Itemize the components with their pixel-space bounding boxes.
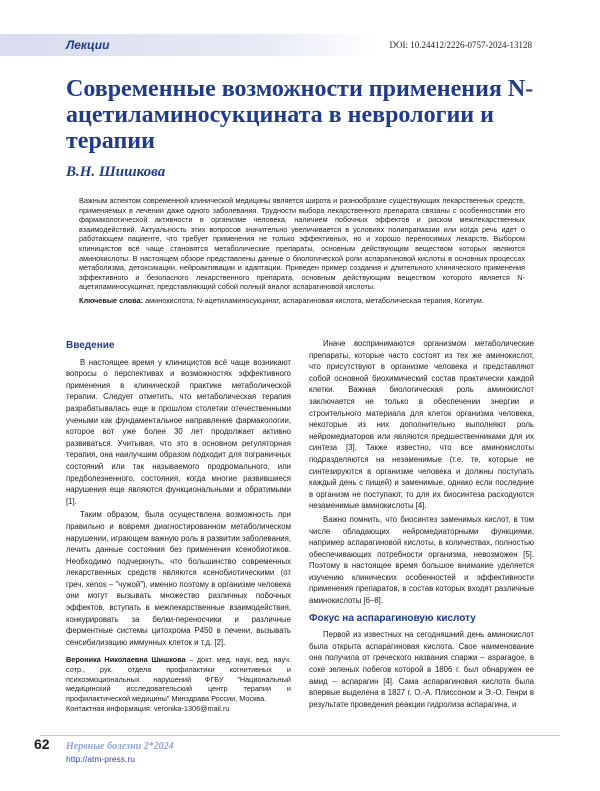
footer-divider [40, 735, 560, 736]
keywords-label: Ключевые слова: [79, 295, 144, 305]
section-heading-aspartic-acid: Фокус на аспарагиновую кислоту [309, 612, 476, 624]
paragraph: В настоящее время у клиницистов всё чаще возникают вопросы о перспективах и возможностях эффективного применения в клинической практике метаболической терапии. Следует отметить, что метаболическая терапия разрабатывалась еще в прошлом столетии отечественными учеными как фундаментальное направление фармакологии, которое вот уже более 30 лет продолжает активно развиваться. Учитывая, что это в основном регуляторная терапия, она наилучшим образом подходит для пограничных состояний или так называемого продромального, или предболезненного, состояния, когда многие развившиеся нарушения еще являются функциональными и обратимыми [1]. [66, 357, 291, 506]
paragraph: Иначе воспринимаются организмом метаболические препараты, которые часто состоят из тех же аминокислот, что присутствуют в организме человека и представляют собой основной биохимический состав практически каждой клетки. Важная биологическая роль аминокислот заключается не только в обеспечении энергии и строительного материала для клеток организма человека, некоторые из них дополнительно выполняют роль нейромедиаторов или являются предшественниками для их синтеза [3]. Также известно, что все аминокислоты подразделяются на незаменимые (т.е. те, которые не синтезируются в организме человека и должны поступать каждый день с пищей) и заменимые, однако если последние в организм не поступают, то для их биосинтеза расходуются незаменимые аминокислоты [4]. [309, 339, 534, 511]
keywords [79, 296, 525, 306]
paragraph: Важно помнить, что биосинтез заменимых кислот, в том числе обладающих нейромедиаторными функциями, например аспарагиновой кислоты, в количествах, полностью обеспечивающих потребности организма, невозможен [5]. Поэтому в настоящее время большое внимание уделяется изучению клинических особенностей и эффективности применения препаратов, в состав которых входят различные аминокислоты [6–8]. [309, 514, 534, 606]
doi-text[interactable]: DOI: 10.24412/2226-0757-2024-13128 [389, 40, 532, 50]
author-details [66, 655, 291, 704]
article-title: Современные возможности применения N-ацетиламиносукцината в неврологии и терапии [66, 76, 534, 154]
author-info-box [66, 655, 291, 714]
abstract [79, 196, 525, 306]
keywords-list: аминокислота, N-ацетиламиносукцинат, аспарагиновая кислота, метаболическая терапия, Когитум. [143, 295, 484, 305]
page-number: 62 [34, 736, 50, 752]
abstract-text: Важным аспектом современной клинической медицины является широта и разнообразие существующих лекарственных средств, применяемых в лечении даже одного заболевания. Трудности выбора лекарственного препарата связаны с особенностями его фармакологической активности в организме человека, наличием побочных эффектов и риском межлекарственных взаимодействий. Актуальность этих вопросов значительно увеличивается в условиях полипрагмазии или когда речь идет о работающем пациенте, что требует применения не только эффективных, но и хорошо переносимых лекарств. Выбором клиницистов всё чаще становятся метаболические препараты, основным действующим веществом которых являются аминокислоты. В настоящем обзоре представлены данные о биологической роли аспарагиновой кислоты в основных процессах метаболизма, детоксикации, нейроактивации и адаптации. Приведен пример создания и длительного клинического применения эффективного и безопасного лекарственного препарата, основным действующим веществом которого является N-ацетиламиносукцинат, представляющий собой полный аналог аспарагиновой кислоты. [79, 196, 525, 292]
right-column [309, 338, 534, 712]
author-affiliation: – докт. мед. наук, вед. науч. сотр., рук. отдела профилактики когнитивных и психоэмоциональных нарушений ФГБУ "Национальный медицинский исследовательский центр терапии и профилактической медицины" Минздрава России, Москва. [66, 655, 291, 704]
article-authors: В.Н. Шишкова [66, 164, 166, 180]
left-column [66, 338, 291, 650]
section-label: Лекции [66, 38, 110, 52]
author-full-name: Вероника Николаевна Шишкова [66, 655, 186, 664]
author-contact[interactable]: Контактная информация: veronika-1306@mail.ru [66, 703, 230, 713]
journal-name: Нервные болезни 2*2024 [66, 741, 174, 752]
paragraph: Таким образом, была осуществлена возможность при правильно и вовремя диагностированном метаболическом нарушении, играющем важную роль в развитии заболевания, лечить данные состояния без применения ксенобиотиков. Необходимо подчеркнуть, что большинство современных лекарственных средств являются ксенобиотическими (от греч. xenos – "чужой"), именно поэтому в организме человека они могут вызывать множество различных побочных эффектов, вступать в межлекарственные взаимодействия, конкурировать за белки-переносчики и различные ферментные системы цитохрома P450 в печени, вызывать сенсибилизацию иммунных клеток и т.д. [2]. [66, 510, 291, 647]
journal-url[interactable]: http://atm-press.ru [66, 754, 135, 764]
header-band [0, 34, 375, 56]
paragraph: Первой из известных на сегодняшний день аминокислот была открыта аспарагиновая кислота. Свое наименование она получила от греческого названия спаржи – asparagoe, в соке зеленых побегов которой в 1806 г. был обнаружен ее амид – аспарагин [4]. Сама аспарагиновая кислота была впервые выделена в 1827 г. О.-А. Плиссоном и Э.-О. Генри в результате проведения реакции гидролиза аспарагина, и [309, 630, 534, 709]
section-heading-introduction: Введение [66, 340, 115, 351]
